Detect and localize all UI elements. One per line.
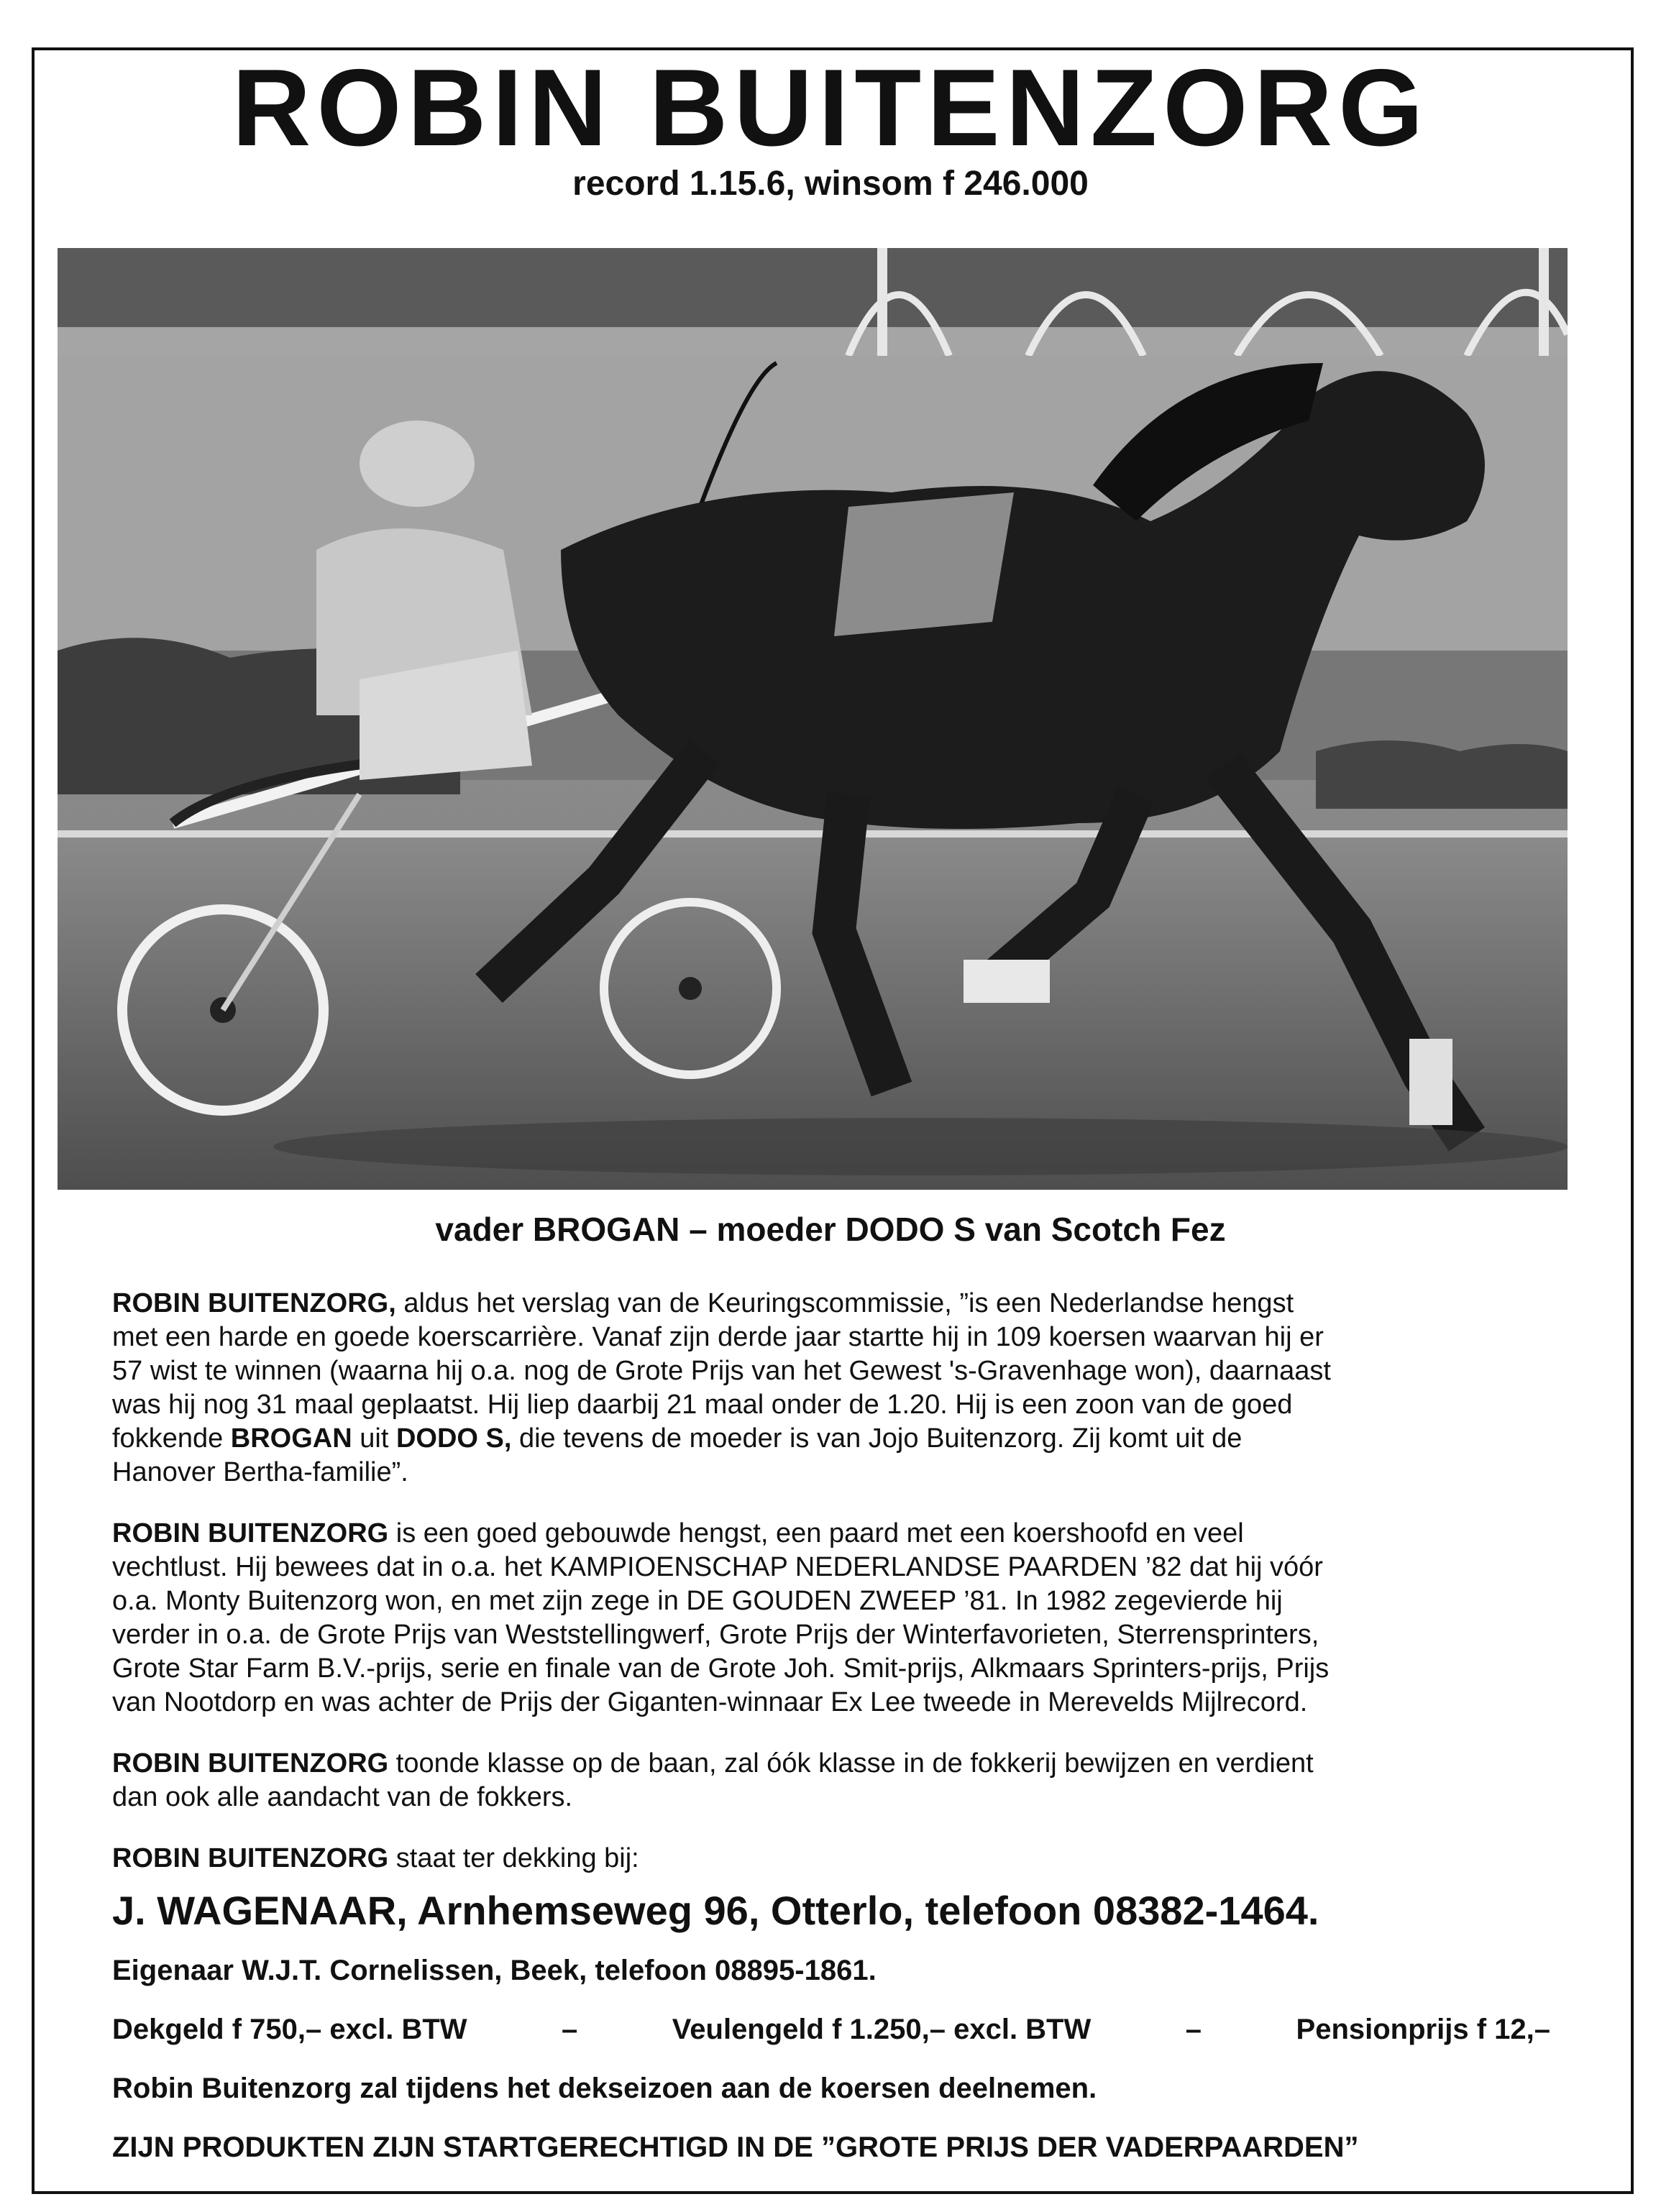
horse-name: ROBIN BUITENZORG bbox=[112, 1518, 389, 1548]
race-photo bbox=[58, 248, 1568, 1190]
text-line: van Nootdorp en was achter de Prijs der Giganten-winnaar Ex Lee tweede in Merevelds Mijlrecord. bbox=[112, 1687, 1308, 1717]
sire-name: BROGAN bbox=[230, 1423, 352, 1454]
text-line: dan ook alle aandacht van de fokkers. bbox=[112, 1782, 573, 1812]
foal-fee: Veulengeld f 1.250,– excl. BTW bbox=[672, 2014, 1092, 2045]
owner-line: Eigenaar W.J.T. Cornelissen, Beek, telefoon 08895-1861. bbox=[112, 1955, 877, 1986]
text-line: aldus het verslag van de Keuringscommissie, ”is een Nederlandse hengst bbox=[395, 1288, 1294, 1318]
stud-text: staat ter dekking bij: bbox=[388, 1843, 639, 1873]
fee-separator: – bbox=[1185, 2014, 1202, 2045]
text-line: was hij nog 31 maal geplaatst. Hij liep daarbij 21 maal onder de 1.20. Hij is een zoon van de goed bbox=[112, 1390, 1293, 1420]
text-line: Grote Star Farm B.V.-prijs, serie en finale van de Grote Joh. Smit-prijs, Alkmaars Sprinters-prijs, Prijs bbox=[112, 1653, 1330, 1684]
pedigree-caption: vader BROGAN – moeder DODO S van Scotch Fez bbox=[435, 1211, 1226, 1248]
text-line: toonde klasse op de baan, zal óók klasse in de fokkerij bewijzen en verdient bbox=[388, 1748, 1314, 1779]
text-line: Hanover Bertha-familie”. bbox=[112, 1457, 408, 1487]
harness-racing-photo bbox=[58, 248, 1568, 1190]
fee-separator: – bbox=[562, 2014, 578, 2045]
boarding-fee: Pensionprijs f 12,– bbox=[1296, 2014, 1550, 2045]
horse-name: ROBIN BUITENZORG bbox=[112, 1748, 389, 1779]
ad-body bbox=[112, 1287, 1550, 2166]
text-line: met een harde en goede koerscarrière. Vanaf zijn derde jaar startte hij in 109 koersen waarvan hij er bbox=[112, 1322, 1324, 1352]
ad-subtitle: record 1.15.6, winsom f 246.000 bbox=[572, 165, 1089, 203]
ad-title: ROBIN BUITENZORG bbox=[232, 47, 1429, 169]
text-line: fokkende bbox=[112, 1423, 231, 1454]
text-line: die tevens de moeder is van Jojo Buitenzorg. Zij komt uit de bbox=[511, 1423, 1243, 1454]
stud-intro bbox=[112, 1842, 1550, 1876]
text-line: o.a. Monty Buitenzorg won, en met zijn zege in DE GOUDEN ZWEEP ’81. In 1982 zegevierde hij bbox=[112, 1586, 1283, 1616]
paragraph-committee-report bbox=[112, 1287, 1550, 1490]
racing-note: Robin Buitenzorg zal tijdens het dekseizoen aan de koersen deelnemen. bbox=[112, 2073, 1097, 2104]
text-line: is een goed gebouwde hengst, een paard met een koershoofd en veel bbox=[388, 1518, 1244, 1548]
horse-name: ROBIN BUITENZORG, bbox=[112, 1288, 396, 1318]
text-line: 57 wist te winnen (waarna hij o.a. nog de Grote Prijs van het Gewest 's-Gravenhage won), daarnaast bbox=[112, 1356, 1331, 1386]
stud-address: J. WAGENAAR, Arnhemseweg 96, Otterlo, telefoon 08382-1464. bbox=[112, 1888, 1319, 1933]
dam-name: DODO S, bbox=[395, 1423, 512, 1454]
stud-fee: Dekgeld f 750,– excl. BTW bbox=[112, 2014, 467, 2045]
horse-name: ROBIN BUITENZORG bbox=[112, 1843, 389, 1873]
text-line: verder in o.a. de Grote Prijs van Weststellingwerf, Grote Prijs der Winterfavorieten, Sterrensprinters, bbox=[112, 1620, 1319, 1650]
text-line: vechtlust. Hij bewees dat in o.a. het KAMPIOENSCHAP NEDERLANDSE PAARDEN ’82 dat hij vóór bbox=[112, 1552, 1323, 1582]
text-line: uit bbox=[352, 1423, 396, 1454]
products-note: ZIJN PRODUKTEN ZIJN STARTGERECHTIGD IN DE ”GROTE PRIJS DER VADERPAARDEN” bbox=[112, 2131, 1359, 2163]
paragraph-breeding-class bbox=[112, 1747, 1550, 1814]
fees-row bbox=[112, 2011, 1550, 2048]
paragraph-racing-record bbox=[112, 1517, 1550, 1720]
